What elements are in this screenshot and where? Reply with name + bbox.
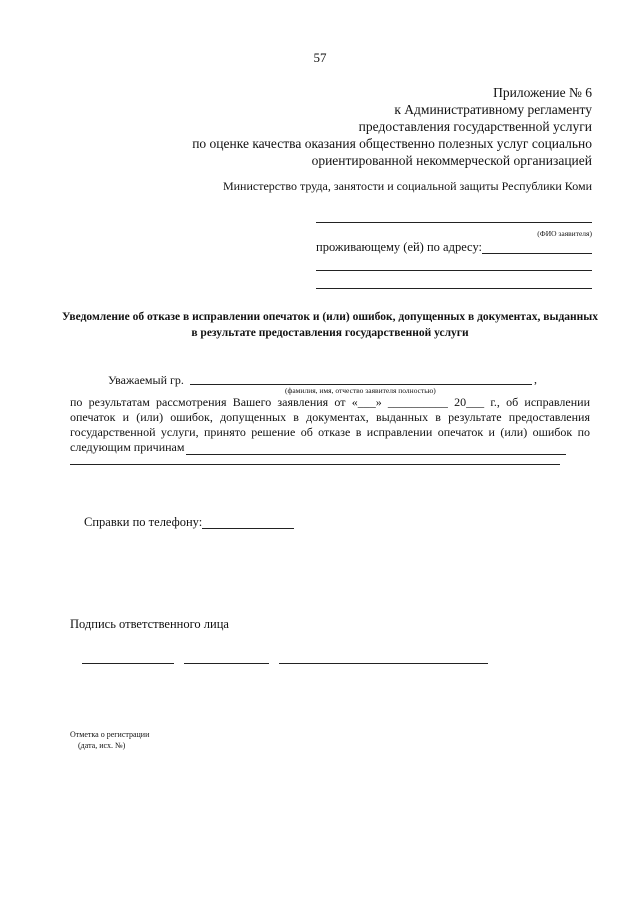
- phone-line: [202, 528, 294, 529]
- phone-label: Справки по телефону:: [84, 515, 203, 529]
- address-line: [316, 270, 592, 271]
- name-line: [190, 384, 532, 385]
- appendix-line: ориентированной некоммерческой организацией: [311, 153, 592, 168]
- notice-title: Уведомление об отказе в исправлении опечаток и (или) ошибок, допущенных в документах, выданных в результате предоставления государственной услуги: [61, 311, 599, 339]
- ministry-name: Министерство труда, занятости и социальной защиты Республики Коми: [222, 179, 592, 193]
- address-line: [316, 288, 592, 289]
- appendix-line: по оценке качества оказания общественно полезных услуг социально: [192, 136, 592, 151]
- registration-line: (дата, исх. №): [78, 741, 126, 750]
- greeting-label: Уважаемый гр.: [108, 373, 184, 387]
- name-caption: (фамилия, имя, отчество заявителя полностью): [285, 386, 436, 395]
- appendix-line: Приложение № 6: [493, 85, 592, 100]
- address-line: [482, 253, 592, 254]
- decision-paragraph: по результатам рассмотрения Вашего заявления от «___» __________ 20___ г., об исправлении опечаток и (или) ошибок, допущенных в документах, выданных в результате предоставления государственной услуги, принято решение об отказе в исправлении опечаток и (или) ошибок по следующим причинам: [70, 395, 590, 454]
- signature-line: [82, 663, 174, 664]
- address-label: проживающему (ей) по адресу:: [316, 240, 482, 254]
- fio-caption: (ФИО заявителя): [537, 229, 592, 238]
- signature-line: [279, 663, 488, 664]
- appendix-line: к Административному регламенту: [394, 102, 592, 117]
- registration-line: Отметка о регистрации: [70, 730, 150, 739]
- page-number: 57: [313, 50, 327, 65]
- reason-line: [70, 464, 560, 465]
- signature-label: Подпись ответственного лица: [70, 617, 229, 631]
- reason-line: [186, 454, 566, 455]
- appendix-line: предоставления государственной услуги: [358, 119, 592, 134]
- signature-line: [184, 663, 269, 664]
- fio-line: [316, 222, 592, 223]
- registration-note: [70, 729, 149, 751]
- comma: ,: [534, 372, 537, 386]
